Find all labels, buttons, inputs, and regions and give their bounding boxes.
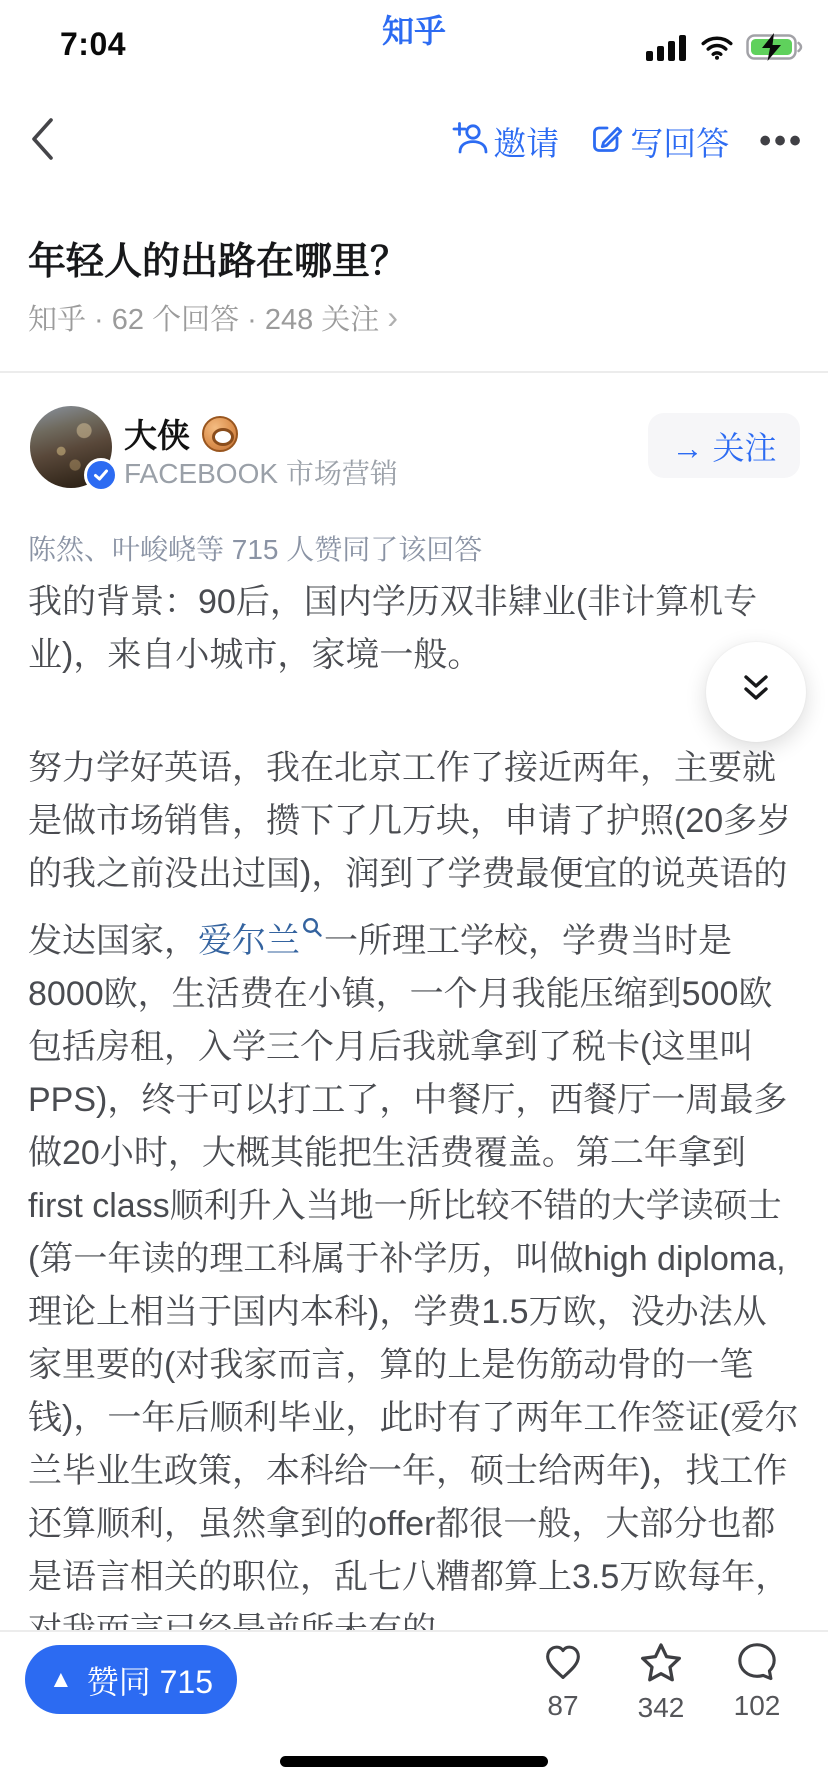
star-icon [638,1640,684,1689]
topic-link-ireland[interactable]: 爱尔兰 [198,922,300,960]
upvote-button[interactable] [25,1645,237,1714]
favorite-count: 342 [637,1692,685,1723]
favorite-button[interactable] [616,1640,706,1724]
paragraph-text: 一所理工学校，学费当时是8000欧，生活费在小镇，一个月我能压缩到500欧包括房租，入学三个月后我就拿到了税卡(这里叫PPS)，终于可以打工了，中餐厅，西餐厅一周最多做20小时，大概其能把生活费覆盖。第二年拿到first class顺利升入当地一所比较不错的大学读硕士(第一年读的理工科属于补学历，叫做high diploma,理论上相当于国内本科)，学费1.5万欧，没办法从家里要的(对我家而言，算的上是伤筋动骨的一笔钱)，一年后顺利毕业，此时有了两年工作签证(爱尔兰毕业生政策，本科给一年，硕士给两年)，找工作还算顺利，虽然拿到的offer都很一般，大部分也都是语言相关的职位，乱七八糟都算上3.5万欧每年， [28,922,799,1596]
upvote-triangle-icon: ▲ [48,1665,73,1693]
nav-actions [450,118,804,165]
love-button[interactable] [518,1640,608,1722]
upvote-label: 赞同 715 [86,1663,214,1700]
status-icons [646,32,806,67]
invite-person-plus-icon [450,119,488,165]
edit-pencil-icon [589,120,625,164]
section-divider [0,371,828,373]
love-count: 87 [547,1690,579,1721]
wifi-icon [698,32,736,67]
question-meta[interactable] [28,297,398,338]
follow-button[interactable]: → 关注 [648,413,800,478]
verified-badge-icon [84,458,118,492]
comment-count: 102 [733,1690,781,1721]
answer-body [28,576,800,1717]
status-time: 7:04 [60,26,127,62]
endorsement-text: 陈然、叶峻峣等 715 人赞同了该回答 [28,534,483,565]
write-answer-label: 写回答 [630,125,730,162]
question-meta-text: 知乎 · 62 个回答 · 248 关注 [28,304,380,336]
search-icon[interactable] [301,901,323,954]
invite-label: 邀请 [493,125,560,162]
bottom-action-bar [0,1630,828,1792]
back-to-app-breadcrumb[interactable]: 知乎 [381,13,446,49]
invite-button[interactable] [450,118,559,165]
comment-button[interactable] [712,1640,802,1722]
comment-bubble-icon [735,1640,779,1687]
battery-charging-icon [746,32,806,67]
write-answer-button[interactable] [589,118,729,165]
back-button[interactable] [28,116,58,162]
author-name-row [124,410,238,457]
chevron-right-icon: › [387,299,398,335]
scroll-to-bottom-button[interactable] [706,642,806,742]
heart-icon [541,1640,585,1687]
cellular-signal-icon [646,32,688,67]
author-headline: FACEBOOK 市场营销 [124,458,398,489]
question-title: 年轻人的出路在哪里？ [28,241,409,283]
answer-paragraph-2 [28,742,800,1657]
home-indicator[interactable] [280,1756,548,1767]
medal-badge-icon[interactable] [202,416,238,452]
author-name[interactable]: 大侠 [124,417,190,454]
double-chevron-down-icon [738,671,774,714]
more-options-button[interactable]: ••• [759,122,804,160]
answer-paragraph-1: 我的背景：90后，国内学历双非肄业(非计算机专业)，来自小城市，家境一般。 [28,583,758,674]
paragraph-text: 努力学好英语，我在北京工作了接近两年，主要就是做市场销售，攒下了几万块，申请了护照(20多岁的我之前没出过国)，润到了学费最便宜的说英语的发达国家， [28,749,792,960]
